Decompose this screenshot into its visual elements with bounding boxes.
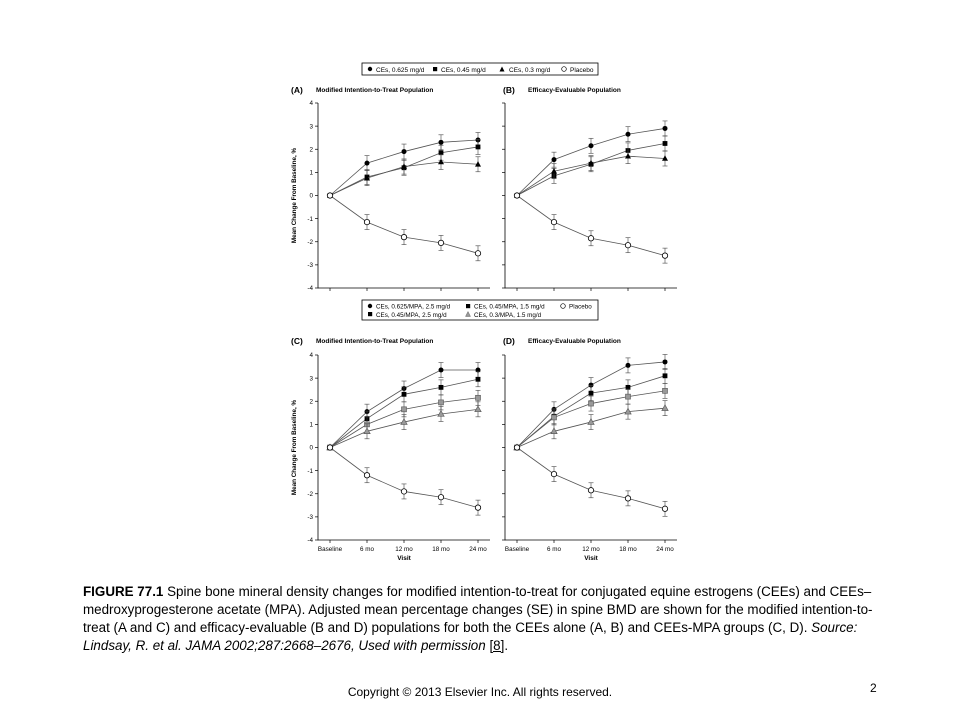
y-tick-label: 1 <box>309 169 313 177</box>
chart-panel <box>291 85 490 292</box>
legend-marker-gray-triangle <box>466 312 471 317</box>
legend-bottom-entry: CEs, 0.625/MPA, 2.5 mg/d <box>376 303 451 311</box>
data-point <box>439 400 444 405</box>
caption-end: . <box>504 638 509 653</box>
data-point <box>364 473 369 478</box>
y-tick-label: 4 <box>309 352 313 360</box>
x-axis-label: Visit <box>397 555 411 562</box>
page-number: 2 <box>870 681 877 695</box>
legend-bottom-entry: CEs, 0.3/MPA, 1.5 mg/d <box>474 312 542 319</box>
series <box>514 149 668 198</box>
legend-bottom <box>362 300 598 320</box>
data-point <box>439 140 444 145</box>
legend-bottom-entry: CEs, 0.45/MPA, 1.5 mg/d <box>474 303 545 311</box>
series <box>514 445 667 516</box>
legend-marker-square <box>433 67 437 71</box>
data-point <box>514 193 519 198</box>
figure-caption <box>83 583 883 655</box>
y-axis-label: Mean Change From Baseline, % <box>291 147 298 244</box>
y-tick-label: -4 <box>307 537 313 545</box>
data-point <box>476 377 481 382</box>
data-point <box>439 368 444 373</box>
y-tick-label: -1 <box>307 215 313 223</box>
data-point <box>364 219 369 224</box>
legend-top-entry: CEs, 0.3 mg/d <box>509 67 551 74</box>
x-tick-label: 6 mo <box>360 546 374 553</box>
chart-panel <box>502 85 677 291</box>
panel-letter: (A) <box>291 85 303 95</box>
data-point <box>663 388 668 393</box>
y-tick-label: 1 <box>309 421 313 429</box>
data-point <box>438 240 443 245</box>
y-tick-label: -4 <box>307 285 313 293</box>
data-point <box>626 132 631 137</box>
y-tick-label: 3 <box>309 123 313 131</box>
x-tick-label: 18 mo <box>432 546 450 553</box>
y-tick-label: -3 <box>307 262 313 270</box>
legend-top-entry: Placebo <box>570 67 594 74</box>
data-point <box>476 145 481 150</box>
data-point <box>475 406 481 412</box>
y-tick-label: -3 <box>307 514 313 522</box>
data-point <box>663 141 668 146</box>
data-point <box>365 161 370 166</box>
data-point <box>589 391 594 396</box>
data-point <box>625 496 630 501</box>
data-point <box>327 193 332 198</box>
legend-marker-circle <box>368 67 372 71</box>
data-point <box>402 392 407 397</box>
x-axis-label: Visit <box>584 555 598 562</box>
y-tick-label: 0 <box>309 444 313 452</box>
data-point <box>438 159 444 165</box>
x-tick-label: 6 mo <box>547 546 561 553</box>
data-point <box>589 401 594 406</box>
x-tick-label: 24 mo <box>469 546 487 553</box>
legend-marker-open-circle <box>561 304 566 309</box>
legend-bottom-entry: Placebo <box>569 303 592 311</box>
data-point <box>514 445 519 450</box>
data-point <box>662 253 667 258</box>
legend-top <box>362 63 598 75</box>
series <box>327 445 480 515</box>
data-point <box>663 373 668 378</box>
caption-label: FIGURE 77.1 <box>83 584 164 599</box>
panel-letter: (D) <box>503 336 515 346</box>
x-tick-label: 12 mo <box>582 546 600 553</box>
data-point <box>438 495 443 500</box>
data-point <box>626 394 631 399</box>
series <box>327 154 481 197</box>
data-point <box>475 251 480 256</box>
legend-top-entry: CEs, 0.45 mg/d <box>441 67 486 74</box>
data-point <box>402 407 407 412</box>
data-point <box>401 489 406 494</box>
data-point <box>663 359 668 364</box>
panel-title: Efficacy-Evaluable Population <box>528 338 621 345</box>
panel-title: Modified Intention-to-Treat Population <box>316 87 434 94</box>
chart-panel <box>291 336 490 562</box>
legend-marker-triangle <box>500 67 505 72</box>
series <box>327 193 480 261</box>
data-point <box>327 445 332 450</box>
chart-panel <box>502 336 677 562</box>
series <box>514 193 667 263</box>
series-line <box>517 448 665 509</box>
legend-marker-square <box>368 312 372 316</box>
x-tick-label: 24 mo <box>656 546 674 553</box>
x-tick-label: 12 mo <box>395 546 413 553</box>
y-tick-label: 2 <box>309 146 313 154</box>
panels <box>291 85 677 562</box>
data-point <box>589 143 594 148</box>
y-tick-label: 0 <box>309 192 313 200</box>
y-tick-label: -2 <box>307 238 313 246</box>
panel-title: Efficacy-Evaluable Population <box>528 87 621 94</box>
data-point <box>663 126 668 131</box>
data-point <box>402 149 407 154</box>
y-axis-label: Mean Change From Baseline, % <box>291 399 298 496</box>
y-tick-label: -1 <box>307 467 313 475</box>
data-point <box>401 234 406 239</box>
y-tick-label: -2 <box>307 490 313 498</box>
panel-letter: (B) <box>503 85 515 95</box>
data-point <box>552 157 557 162</box>
data-point <box>662 506 667 511</box>
x-tick-label: Baseline <box>504 546 530 553</box>
panel-title: Modified Intention-to-Treat Population <box>316 338 434 345</box>
legend-top-entry: CEs, 0.625 mg/d <box>376 67 425 74</box>
data-point <box>625 243 630 248</box>
data-point <box>552 415 557 420</box>
data-point <box>551 219 556 224</box>
panel-letter: (C) <box>291 336 303 346</box>
y-tick-label: 2 <box>309 398 313 406</box>
y-tick-label: 4 <box>309 100 313 108</box>
series-line <box>517 196 665 256</box>
legend-bottom-entry: CEs, 0.45/MPA, 2.5 mg/d <box>376 312 447 319</box>
caption-text: Spine bone mineral density changes for modified intention-to-treat for conjugated equine estrogens (CEEs) and CEEs–medroxyprogesterone acetate (MPA). Adjusted mean percentage changes (SE) in spine BMD are shown for the modified intention-to-treat (A and C) and efficacy-evaluable (B and D) populations for both the CEEs alone (A, B) and CEEs-MPA groups (C, D). <box>83 584 873 635</box>
caption-reference-link[interactable]: [8] <box>489 638 505 653</box>
data-point <box>662 405 668 411</box>
data-point <box>588 488 593 493</box>
data-point <box>625 153 631 159</box>
data-point <box>551 471 556 476</box>
legend-marker-circle <box>368 304 372 308</box>
data-point <box>475 505 480 510</box>
x-tick-label: 18 mo <box>619 546 637 553</box>
data-point <box>439 385 444 390</box>
legend-marker-square <box>466 304 470 308</box>
copyright-notice: Copyright © 2013 Elsevier Inc. All rights reserved. <box>347 685 613 699</box>
x-tick-label: Baseline <box>317 546 343 553</box>
data-point <box>476 395 481 400</box>
y-tick-label: 3 <box>309 375 313 383</box>
data-point <box>626 363 631 368</box>
data-point <box>588 236 593 241</box>
caption-source: Source: Lindsay, R. et al. JAMA 2002;287:2668–2676, Used with permission <box>83 620 858 653</box>
legend-marker-open-circle <box>562 67 567 72</box>
